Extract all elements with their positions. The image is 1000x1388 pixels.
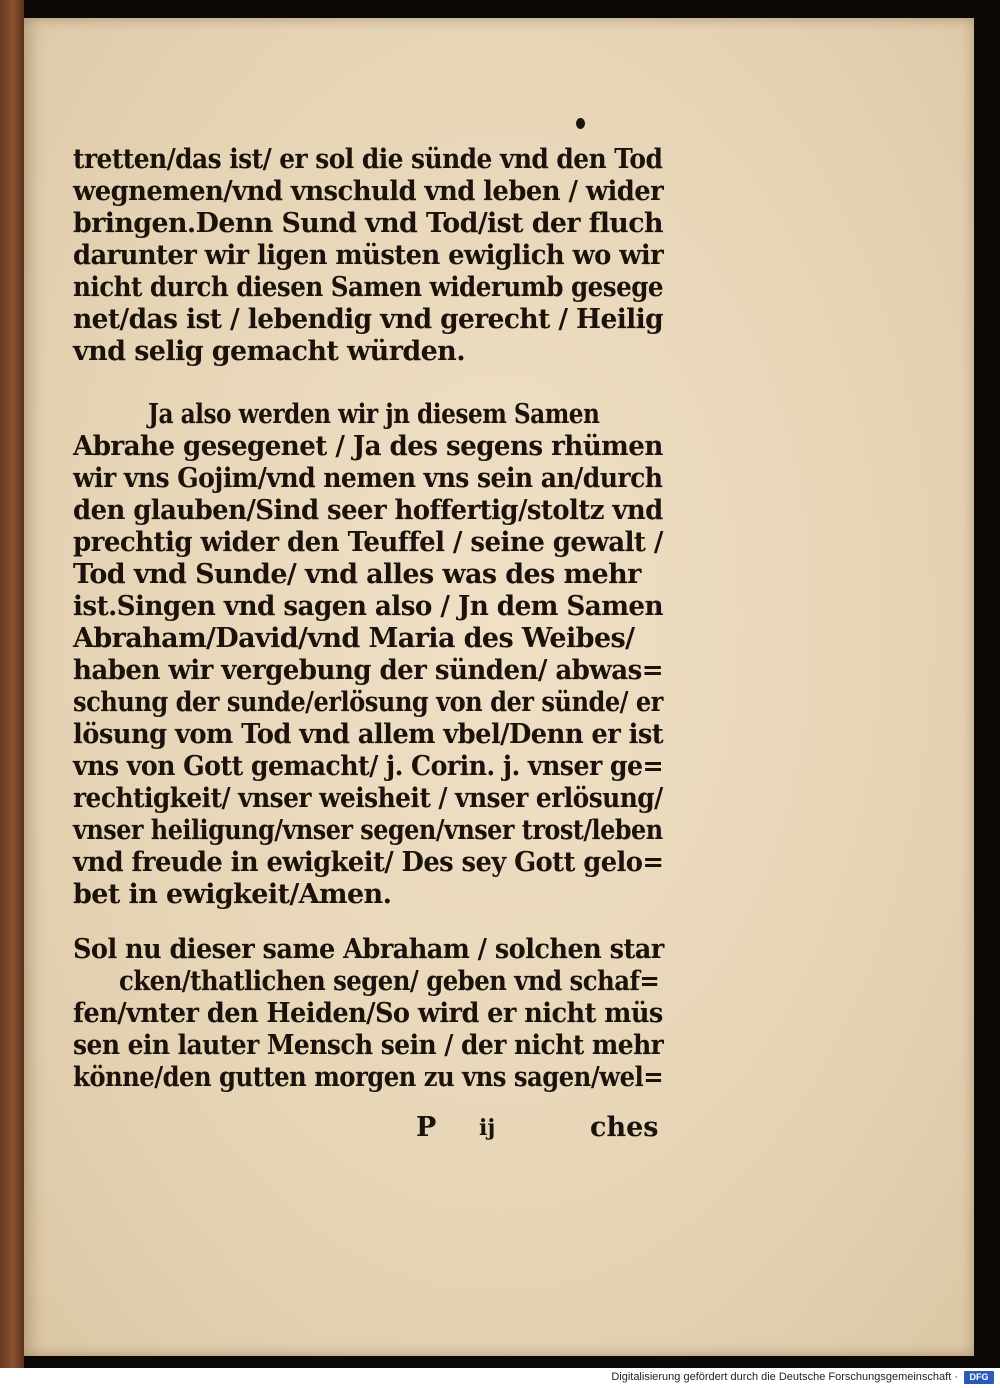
signature-mark: P: [416, 1112, 437, 1143]
text-line: Abrahe gesegenet / Ja des segens rhümen: [73, 431, 663, 462]
signature-number: ij: [479, 1115, 496, 1141]
book-page: [24, 18, 974, 1356]
funding-credit: Digitalisierung gefördert durch die Deutsche Forschungsgemeinschaft ·: [611, 1371, 958, 1383]
text-line: Sol nu dieser same Abraham / solchen star: [73, 934, 664, 965]
ink-mark: [576, 118, 585, 129]
text-line: rechtigkeit/ vnser weisheit / vnser erlösung/: [73, 783, 663, 814]
text-line: schung der sunde/erlösung von der sünde/ er: [73, 687, 663, 718]
text-line: haben wir vergebung der sünden/ abwas=: [73, 655, 664, 686]
text-line: vnd freude in ewigkeit/ Des sey Gott gelo=: [73, 847, 664, 878]
text-line: vnd selig gemacht würden.: [73, 336, 466, 367]
text-line: prechtig wider den Teuffel / seine gewalt /: [73, 527, 663, 558]
text-line: wegnemen/vnd vnschuld vnd leben / wider: [73, 176, 664, 207]
text-line: könne/den gutten morgen zu vns sagen/wel=: [73, 1062, 664, 1093]
text-line: den glauben/Sind seer hoffertig/stoltz vnd: [73, 495, 663, 526]
text-line: lösung vom Tod vnd allem vbel/Denn er ist: [73, 719, 664, 750]
text-line: tretten/das ist/ er sol die sünde vnd den Tod: [73, 144, 663, 175]
text-line: vns von Gott gemacht/ j. Corin. j. vnser ge=: [73, 751, 664, 782]
text-line: sen ein lauter Mensch sein / der nicht mehr: [73, 1030, 664, 1061]
text-line: Tod vnd Sunde/ vnd alles was des mehr: [73, 559, 641, 590]
text-line: ist.Singen vnd sagen also / Jn dem Samen: [73, 591, 664, 622]
text-line: darunter wir ligen müsten ewiglich wo wir: [73, 240, 664, 271]
text-line: bringen.Denn Sund vnd Tod/ist der fluch: [73, 208, 663, 239]
text-line: bet in ewigkeit/Amen.: [73, 879, 392, 910]
dfg-logo: DFG: [964, 1371, 994, 1384]
catchword: ches: [590, 1112, 659, 1143]
text-line: vnser heiligung/vnser segen/vnser trost/leben: [73, 815, 663, 846]
text-line: Ja also werden wir jn diesem Samen: [148, 399, 600, 430]
footer-bar: [0, 1368, 1000, 1388]
text-line: wir vns Gojim/vnd nemen vns sein an/durch: [73, 463, 663, 494]
text-line: nicht durch diesen Samen widerumb gesege: [73, 272, 664, 303]
text-line: Abraham/David/vnd Maria des Weibes/: [73, 623, 635, 654]
text-line: fen/vnter den Heiden/So wird er nicht müs: [73, 998, 663, 1029]
text-line: cken/thatlichen segen/ geben vnd schaf=: [119, 966, 660, 997]
text-line: net/das ist / lebendig vnd gerecht / Heilig: [73, 304, 664, 335]
book-binding-edge: [0, 0, 24, 1368]
